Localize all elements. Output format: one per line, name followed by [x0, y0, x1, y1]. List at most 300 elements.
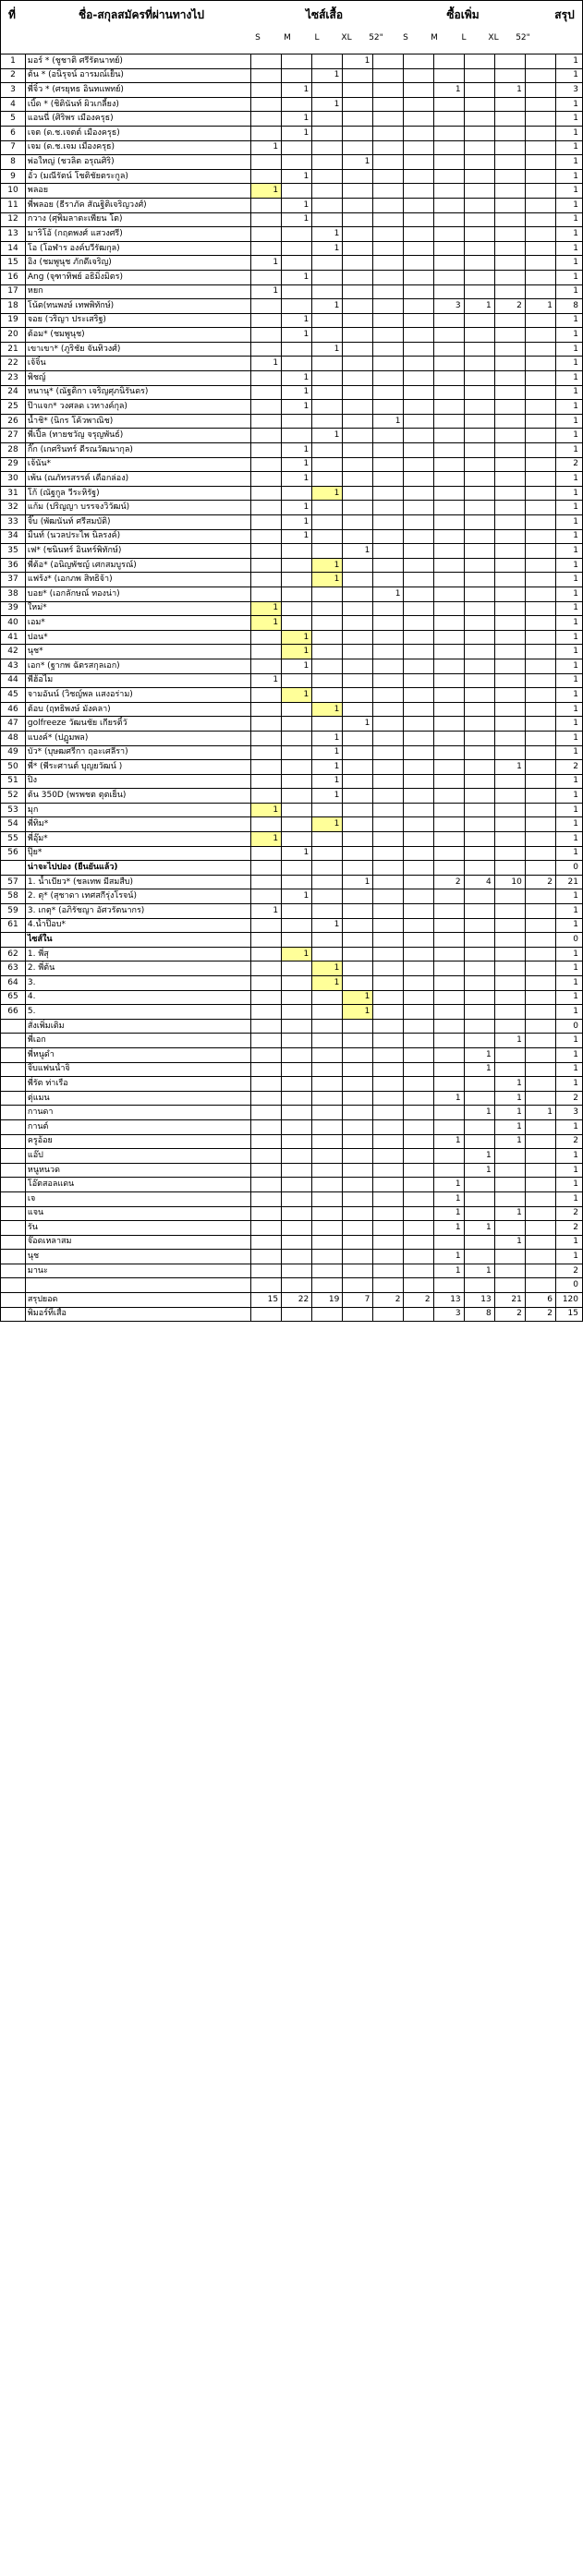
row-index-cell[interactable] — [1, 1019, 26, 1034]
shirt-size-cell[interactable] — [312, 717, 343, 732]
shirt-size-cell[interactable] — [373, 227, 404, 242]
row-index-cell[interactable] — [1, 1206, 26, 1221]
extra-size-cell[interactable] — [433, 112, 464, 127]
row-total-cell[interactable]: 21 — [555, 875, 582, 889]
shirt-size-cell[interactable] — [373, 731, 404, 745]
row-total-cell[interactable]: 1 — [555, 97, 582, 112]
extra-size-cell[interactable] — [494, 544, 525, 559]
shirt-size-cell[interactable] — [312, 284, 343, 299]
shirt-size-cell[interactable] — [312, 371, 343, 386]
row-total-cell[interactable]: 120 — [555, 1293, 582, 1308]
shirt-size-cell[interactable] — [343, 587, 373, 601]
row-index-cell[interactable]: 41 — [1, 630, 26, 645]
row-index-cell[interactable]: 24 — [1, 385, 26, 400]
shirt-size-cell[interactable] — [251, 846, 282, 861]
shirt-size-cell[interactable] — [312, 645, 343, 659]
shirt-size-cell[interactable] — [343, 357, 373, 371]
row-total-cell[interactable]: 1 — [555, 472, 582, 487]
extra-size-cell[interactable] — [404, 961, 433, 976]
shirt-size-cell[interactable]: 1 — [282, 846, 312, 861]
shirt-size-cell[interactable] — [312, 400, 343, 415]
extra-size-cell[interactable] — [464, 861, 494, 876]
shirt-size-cell[interactable]: 1 — [312, 774, 343, 789]
shirt-size-cell[interactable]: 1 — [251, 256, 282, 271]
shirt-size-cell[interactable] — [373, 544, 404, 559]
extra-size-cell[interactable]: 6 — [525, 1293, 555, 1308]
extra-size-cell[interactable] — [464, 630, 494, 645]
shirt-size-cell[interactable] — [343, 1163, 373, 1178]
extra-size-cell[interactable]: 21 — [494, 1293, 525, 1308]
extra-size-cell[interactable] — [464, 1091, 494, 1106]
extra-size-cell[interactable] — [494, 472, 525, 487]
extra-size-cell[interactable] — [494, 342, 525, 357]
shirt-size-cell[interactable] — [251, 789, 282, 804]
row-total-cell[interactable]: 1 — [555, 126, 582, 140]
shirt-size-cell[interactable] — [282, 429, 312, 443]
extra-size-cell[interactable] — [464, 904, 494, 919]
extra-size-cell[interactable] — [404, 1134, 433, 1149]
extra-size-cell[interactable] — [464, 918, 494, 933]
row-name-cell[interactable]: พี่รัต ท่าเรือ — [25, 1077, 250, 1092]
shirt-size-cell[interactable] — [312, 1191, 343, 1206]
extra-size-cell[interactable]: 1 — [433, 1134, 464, 1149]
row-name-cell[interactable]: เจ้นัน* — [25, 457, 250, 472]
shirt-size-cell[interactable] — [343, 1235, 373, 1250]
extra-size-cell[interactable] — [404, 284, 433, 299]
extra-size-cell[interactable] — [525, 256, 555, 271]
row-index-cell[interactable]: 14 — [1, 241, 26, 256]
extra-size-cell[interactable] — [464, 371, 494, 386]
row-index-cell[interactable]: 29 — [1, 457, 26, 472]
shirt-size-cell[interactable] — [251, 472, 282, 487]
extra-size-cell[interactable] — [494, 155, 525, 170]
shirt-size-cell[interactable] — [282, 1221, 312, 1236]
shirt-size-cell[interactable] — [312, 1019, 343, 1034]
shirt-size-cell[interactable]: 1 — [282, 659, 312, 673]
shirt-size-cell[interactable] — [312, 515, 343, 530]
shirt-size-cell[interactable] — [312, 169, 343, 184]
extra-size-cell[interactable] — [404, 544, 433, 559]
row-index-cell[interactable]: 5 — [1, 112, 26, 127]
shirt-size-cell[interactable] — [312, 529, 343, 544]
row-total-cell[interactable]: 1 — [555, 501, 582, 515]
extra-size-cell[interactable] — [404, 342, 433, 357]
shirt-size-cell[interactable] — [343, 313, 373, 328]
shirt-size-cell[interactable] — [373, 645, 404, 659]
extra-size-cell[interactable] — [525, 774, 555, 789]
shirt-size-cell[interactable] — [343, 68, 373, 83]
extra-size-cell[interactable] — [464, 342, 494, 357]
extra-size-cell[interactable] — [494, 357, 525, 371]
shirt-size-cell[interactable] — [282, 1250, 312, 1264]
shirt-size-cell[interactable] — [312, 184, 343, 199]
shirt-size-cell[interactable] — [373, 97, 404, 112]
extra-size-cell[interactable] — [433, 544, 464, 559]
row-total-cell[interactable]: 1 — [555, 313, 582, 328]
row-total-cell[interactable]: 1 — [555, 1163, 582, 1178]
shirt-size-cell[interactable] — [373, 198, 404, 212]
extra-size-cell[interactable] — [525, 616, 555, 631]
extra-size-cell[interactable] — [433, 961, 464, 976]
shirt-size-cell[interactable] — [373, 601, 404, 616]
shirt-size-cell[interactable] — [373, 904, 404, 919]
row-name-cell[interactable]: พี่ทิม* — [25, 817, 250, 832]
shirt-size-cell[interactable] — [282, 745, 312, 760]
shirt-size-cell[interactable]: 1 — [282, 328, 312, 343]
row-total-cell[interactable]: 15 — [555, 1307, 582, 1322]
shirt-size-cell[interactable]: 1 — [251, 284, 282, 299]
shirt-size-cell[interactable]: 1 — [373, 414, 404, 429]
shirt-size-cell[interactable] — [343, 976, 373, 991]
shirt-size-cell[interactable] — [251, 83, 282, 98]
extra-size-cell[interactable] — [525, 400, 555, 415]
shirt-size-cell[interactable] — [282, 616, 312, 631]
row-total-cell[interactable]: 0 — [555, 933, 582, 948]
extra-size-cell[interactable] — [464, 54, 494, 69]
shirt-size-cell[interactable] — [251, 1149, 282, 1164]
shirt-size-cell[interactable] — [343, 702, 373, 717]
row-index-cell[interactable]: 66 — [1, 1005, 26, 1020]
extra-size-cell[interactable] — [433, 702, 464, 717]
extra-size-cell[interactable] — [433, 429, 464, 443]
extra-size-cell[interactable] — [494, 990, 525, 1005]
shirt-size-cell[interactable] — [312, 616, 343, 631]
row-index-cell[interactable]: 50 — [1, 760, 26, 775]
extra-size-cell[interactable] — [464, 529, 494, 544]
shirt-size-cell[interactable] — [282, 1149, 312, 1164]
shirt-size-cell[interactable] — [282, 256, 312, 271]
row-index-cell[interactable]: 54 — [1, 817, 26, 832]
row-name-cell[interactable]: 2. ตุ* (สุชาดา เทศสกีรุ่งโรจน์) — [25, 889, 250, 904]
extra-size-cell[interactable] — [464, 601, 494, 616]
shirt-size-cell[interactable] — [251, 126, 282, 140]
shirt-size-cell[interactable] — [343, 558, 373, 573]
extra-size-cell[interactable] — [525, 529, 555, 544]
extra-size-cell[interactable]: 1 — [464, 1149, 494, 1164]
row-name-cell[interactable]: บอย* (เอกลักษณ์ ทองน่า) — [25, 587, 250, 601]
shirt-size-cell[interactable] — [343, 169, 373, 184]
shirt-size-cell[interactable] — [373, 1163, 404, 1178]
extra-size-cell[interactable] — [404, 601, 433, 616]
shirt-size-cell[interactable]: 1 — [251, 832, 282, 847]
extra-size-cell[interactable] — [464, 846, 494, 861]
row-index-cell[interactable] — [1, 861, 26, 876]
row-name-cell[interactable]: พี่เปิ้ล (ทายชวัญ จรุญพันธ์) — [25, 429, 250, 443]
shirt-size-cell[interactable] — [343, 1191, 373, 1206]
extra-size-cell[interactable] — [433, 846, 464, 861]
shirt-size-cell[interactable]: 1 — [312, 227, 343, 242]
row-name-cell[interactable]: หนูหนวด — [25, 1163, 250, 1178]
shirt-size-cell[interactable] — [282, 357, 312, 371]
shirt-size-cell[interactable] — [312, 385, 343, 400]
shirt-size-cell[interactable]: 1 — [251, 357, 282, 371]
row-index-cell[interactable] — [1, 1062, 26, 1077]
shirt-size-cell[interactable] — [373, 1264, 404, 1278]
extra-size-cell[interactable] — [525, 1077, 555, 1092]
row-index-cell[interactable]: 53 — [1, 803, 26, 817]
row-total-cell[interactable]: 1 — [555, 270, 582, 284]
extra-size-cell[interactable] — [433, 1106, 464, 1120]
shirt-size-cell[interactable] — [251, 1221, 282, 1236]
row-name-cell[interactable]: พิมอร์ทิ์เสื้อ — [25, 1307, 250, 1322]
extra-size-cell[interactable] — [494, 1062, 525, 1077]
shirt-size-cell[interactable] — [343, 933, 373, 948]
shirt-size-cell[interactable] — [312, 357, 343, 371]
shirt-size-cell[interactable] — [282, 1119, 312, 1134]
extra-size-cell[interactable] — [464, 774, 494, 789]
shirt-size-cell[interactable] — [282, 717, 312, 732]
shirt-size-cell[interactable] — [343, 112, 373, 127]
shirt-size-cell[interactable] — [312, 414, 343, 429]
row-total-cell[interactable]: 1 — [555, 212, 582, 227]
extra-size-cell[interactable] — [525, 1178, 555, 1192]
extra-size-cell[interactable] — [494, 1264, 525, 1278]
shirt-size-cell[interactable] — [373, 1119, 404, 1134]
shirt-size-cell[interactable] — [373, 1307, 404, 1322]
extra-size-cell[interactable] — [464, 933, 494, 948]
shirt-size-cell[interactable] — [251, 429, 282, 443]
extra-size-cell[interactable]: 1 — [464, 299, 494, 314]
shirt-size-cell[interactable] — [373, 385, 404, 400]
extra-size-cell[interactable] — [464, 486, 494, 501]
shirt-size-cell[interactable] — [312, 587, 343, 601]
shirt-size-cell[interactable] — [312, 544, 343, 559]
extra-size-cell[interactable]: 1 — [494, 1235, 525, 1250]
extra-size-cell[interactable] — [464, 1278, 494, 1293]
row-name-cell[interactable]: จ๊อดเหลาสม — [25, 1235, 250, 1250]
row-total-cell[interactable]: 1 — [555, 112, 582, 127]
shirt-size-cell[interactable] — [251, 529, 282, 544]
extra-size-cell[interactable] — [525, 976, 555, 991]
shirt-size-cell[interactable] — [373, 918, 404, 933]
shirt-size-cell[interactable] — [251, 486, 282, 501]
shirt-size-cell[interactable] — [312, 54, 343, 69]
shirt-size-cell[interactable]: 1 — [282, 112, 312, 127]
shirt-size-cell[interactable] — [282, 817, 312, 832]
extra-size-cell[interactable] — [525, 1235, 555, 1250]
extra-size-cell[interactable]: 1 — [464, 1106, 494, 1120]
extra-size-cell[interactable] — [525, 1221, 555, 1236]
shirt-size-cell[interactable] — [312, 1235, 343, 1250]
extra-size-cell[interactable] — [464, 385, 494, 400]
extra-size-cell[interactable] — [494, 457, 525, 472]
row-index-cell[interactable] — [1, 1134, 26, 1149]
row-name-cell[interactable]: 1. น้ำเบียว* (ชลเทพ มีสมสืบ) — [25, 875, 250, 889]
row-index-cell[interactable]: 36 — [1, 558, 26, 573]
extra-size-cell[interactable] — [494, 1005, 525, 1020]
extra-size-cell[interactable] — [525, 601, 555, 616]
row-name-cell[interactable]: 5. — [25, 1005, 250, 1020]
extra-size-cell[interactable] — [494, 659, 525, 673]
extra-size-cell[interactable] — [494, 414, 525, 429]
extra-size-cell[interactable] — [464, 573, 494, 587]
extra-size-cell[interactable] — [464, 616, 494, 631]
shirt-size-cell[interactable] — [312, 198, 343, 212]
shirt-size-cell[interactable] — [343, 817, 373, 832]
extra-size-cell[interactable] — [404, 299, 433, 314]
extra-size-cell[interactable] — [525, 1019, 555, 1034]
shirt-size-cell[interactable] — [343, 472, 373, 487]
extra-size-cell[interactable] — [404, 659, 433, 673]
row-index-cell[interactable]: 46 — [1, 702, 26, 717]
extra-size-cell[interactable] — [525, 357, 555, 371]
extra-size-cell[interactable] — [525, 83, 555, 98]
shirt-size-cell[interactable]: 1 — [312, 961, 343, 976]
extra-size-cell[interactable] — [404, 1178, 433, 1192]
extra-size-cell[interactable] — [464, 400, 494, 415]
row-total-cell[interactable]: 1 — [555, 544, 582, 559]
row-name-cell[interactable]: ปิง — [25, 774, 250, 789]
extra-size-cell[interactable] — [464, 515, 494, 530]
extra-size-cell[interactable] — [464, 256, 494, 271]
row-total-cell[interactable]: 1 — [555, 976, 582, 991]
row-name-cell[interactable]: พี่พลอย (ธีราภัค สัณฐิติเจริญวงศ์) — [25, 198, 250, 212]
row-name-cell[interactable]: เจ — [25, 1191, 250, 1206]
shirt-size-cell[interactable] — [312, 140, 343, 155]
shirt-size-cell[interactable] — [282, 990, 312, 1005]
extra-size-cell[interactable] — [464, 97, 494, 112]
extra-size-cell[interactable] — [494, 731, 525, 745]
shirt-size-cell[interactable] — [343, 299, 373, 314]
extra-size-cell[interactable] — [433, 385, 464, 400]
extra-size-cell[interactable] — [433, 645, 464, 659]
extra-size-cell[interactable] — [433, 688, 464, 703]
shirt-size-cell[interactable] — [312, 1106, 343, 1120]
extra-size-cell[interactable]: 4 — [464, 875, 494, 889]
shirt-size-cell[interactable] — [343, 1019, 373, 1034]
extra-size-cell[interactable] — [433, 54, 464, 69]
extra-size-cell[interactable] — [525, 558, 555, 573]
row-total-cell[interactable]: 1 — [555, 630, 582, 645]
extra-size-cell[interactable] — [404, 313, 433, 328]
extra-size-cell[interactable] — [404, 501, 433, 515]
extra-size-cell[interactable] — [494, 558, 525, 573]
extra-size-cell[interactable]: 13 — [464, 1293, 494, 1308]
shirt-size-cell[interactable] — [343, 645, 373, 659]
row-total-cell[interactable]: 1 — [555, 573, 582, 587]
shirt-size-cell[interactable] — [251, 544, 282, 559]
shirt-size-cell[interactable]: 1 — [312, 241, 343, 256]
extra-size-cell[interactable] — [525, 112, 555, 127]
shirt-size-cell[interactable] — [251, 155, 282, 170]
row-total-cell[interactable]: 1 — [555, 486, 582, 501]
shirt-size-cell[interactable] — [282, 933, 312, 948]
shirt-size-cell[interactable] — [251, 760, 282, 775]
shirt-size-cell[interactable] — [251, 875, 282, 889]
row-index-cell[interactable]: 1 — [1, 54, 26, 69]
row-name-cell[interactable]: โอ (โอฬาร องค์บวีรัฒกุล) — [25, 241, 250, 256]
extra-size-cell[interactable]: 1 — [494, 760, 525, 775]
extra-size-cell[interactable] — [525, 688, 555, 703]
extra-size-cell[interactable] — [404, 1106, 433, 1120]
extra-size-cell[interactable] — [525, 284, 555, 299]
shirt-size-cell[interactable] — [343, 270, 373, 284]
shirt-size-cell[interactable] — [251, 227, 282, 242]
extra-size-cell[interactable] — [464, 745, 494, 760]
shirt-size-cell[interactable] — [373, 313, 404, 328]
extra-size-cell[interactable] — [433, 760, 464, 775]
shirt-size-cell[interactable] — [343, 342, 373, 357]
shirt-size-cell[interactable] — [343, 673, 373, 688]
extra-size-cell[interactable] — [433, 918, 464, 933]
shirt-size-cell[interactable] — [343, 861, 373, 876]
row-name-cell[interactable]: พี่* (พีระศานต์ บุญยวัฒน์ ) — [25, 760, 250, 775]
shirt-size-cell[interactable] — [251, 385, 282, 400]
extra-size-cell[interactable] — [494, 904, 525, 919]
extra-size-cell[interactable] — [404, 745, 433, 760]
row-index-cell[interactable]: 64 — [1, 976, 26, 991]
shirt-size-cell[interactable] — [251, 68, 282, 83]
row-total-cell[interactable]: 1 — [555, 68, 582, 83]
extra-size-cell[interactable] — [433, 212, 464, 227]
shirt-size-cell[interactable] — [343, 601, 373, 616]
extra-size-cell[interactable] — [494, 1250, 525, 1264]
shirt-size-cell[interactable] — [373, 515, 404, 530]
row-name-cell[interactable]: จิ๊บ (พัฒนันท์ ศรีสมบัติ) — [25, 515, 250, 530]
shirt-size-cell[interactable]: 1 — [343, 990, 373, 1005]
shirt-size-cell[interactable] — [251, 241, 282, 256]
shirt-size-cell[interactable] — [282, 140, 312, 155]
shirt-size-cell[interactable] — [282, 1047, 312, 1062]
shirt-size-cell[interactable] — [251, 342, 282, 357]
shirt-size-cell[interactable] — [343, 328, 373, 343]
shirt-size-cell[interactable] — [312, 846, 343, 861]
row-index-cell[interactable]: 52 — [1, 789, 26, 804]
shirt-size-cell[interactable] — [373, 1091, 404, 1106]
shirt-size-cell[interactable]: 7 — [343, 1293, 373, 1308]
extra-size-cell[interactable] — [433, 1119, 464, 1134]
row-index-cell[interactable]: 9 — [1, 169, 26, 184]
shirt-size-cell[interactable] — [343, 184, 373, 199]
extra-size-cell[interactable] — [464, 284, 494, 299]
extra-size-cell[interactable] — [404, 645, 433, 659]
extra-size-cell[interactable] — [494, 198, 525, 212]
shirt-size-cell[interactable] — [343, 1221, 373, 1236]
extra-size-cell[interactable] — [404, 1163, 433, 1178]
row-total-cell[interactable]: 1 — [555, 1191, 582, 1206]
row-index-cell[interactable]: 2 — [1, 68, 26, 83]
shirt-size-cell[interactable] — [312, 904, 343, 919]
shirt-size-cell[interactable] — [251, 731, 282, 745]
extra-size-cell[interactable]: 1 — [464, 1264, 494, 1278]
extra-size-cell[interactable] — [433, 371, 464, 386]
shirt-size-cell[interactable] — [312, 601, 343, 616]
shirt-size-cell[interactable] — [343, 1264, 373, 1278]
extra-size-cell[interactable] — [494, 1019, 525, 1034]
shirt-size-cell[interactable] — [251, 1005, 282, 1020]
extra-size-cell[interactable]: 3 — [433, 1307, 464, 1322]
extra-size-cell[interactable] — [404, 789, 433, 804]
shirt-size-cell[interactable] — [251, 54, 282, 69]
extra-size-cell[interactable] — [525, 1149, 555, 1164]
shirt-size-cell[interactable] — [282, 1106, 312, 1120]
extra-size-cell[interactable] — [525, 803, 555, 817]
shirt-size-cell[interactable] — [312, 1077, 343, 1092]
shirt-size-cell[interactable] — [373, 1034, 404, 1048]
shirt-size-cell[interactable] — [373, 529, 404, 544]
shirt-size-cell[interactable] — [312, 313, 343, 328]
extra-size-cell[interactable] — [404, 198, 433, 212]
row-name-cell[interactable]: พี่ต้อ* (อนิญพัชญ์ เศกสมบูรณ์) — [25, 558, 250, 573]
row-index-cell[interactable]: 19 — [1, 313, 26, 328]
extra-size-cell[interactable] — [433, 270, 464, 284]
extra-size-cell[interactable] — [433, 1163, 464, 1178]
extra-size-cell[interactable] — [404, 112, 433, 127]
extra-size-cell[interactable] — [433, 1019, 464, 1034]
extra-size-cell[interactable] — [494, 1047, 525, 1062]
shirt-size-cell[interactable] — [373, 745, 404, 760]
shirt-size-cell[interactable]: 1 — [251, 803, 282, 817]
